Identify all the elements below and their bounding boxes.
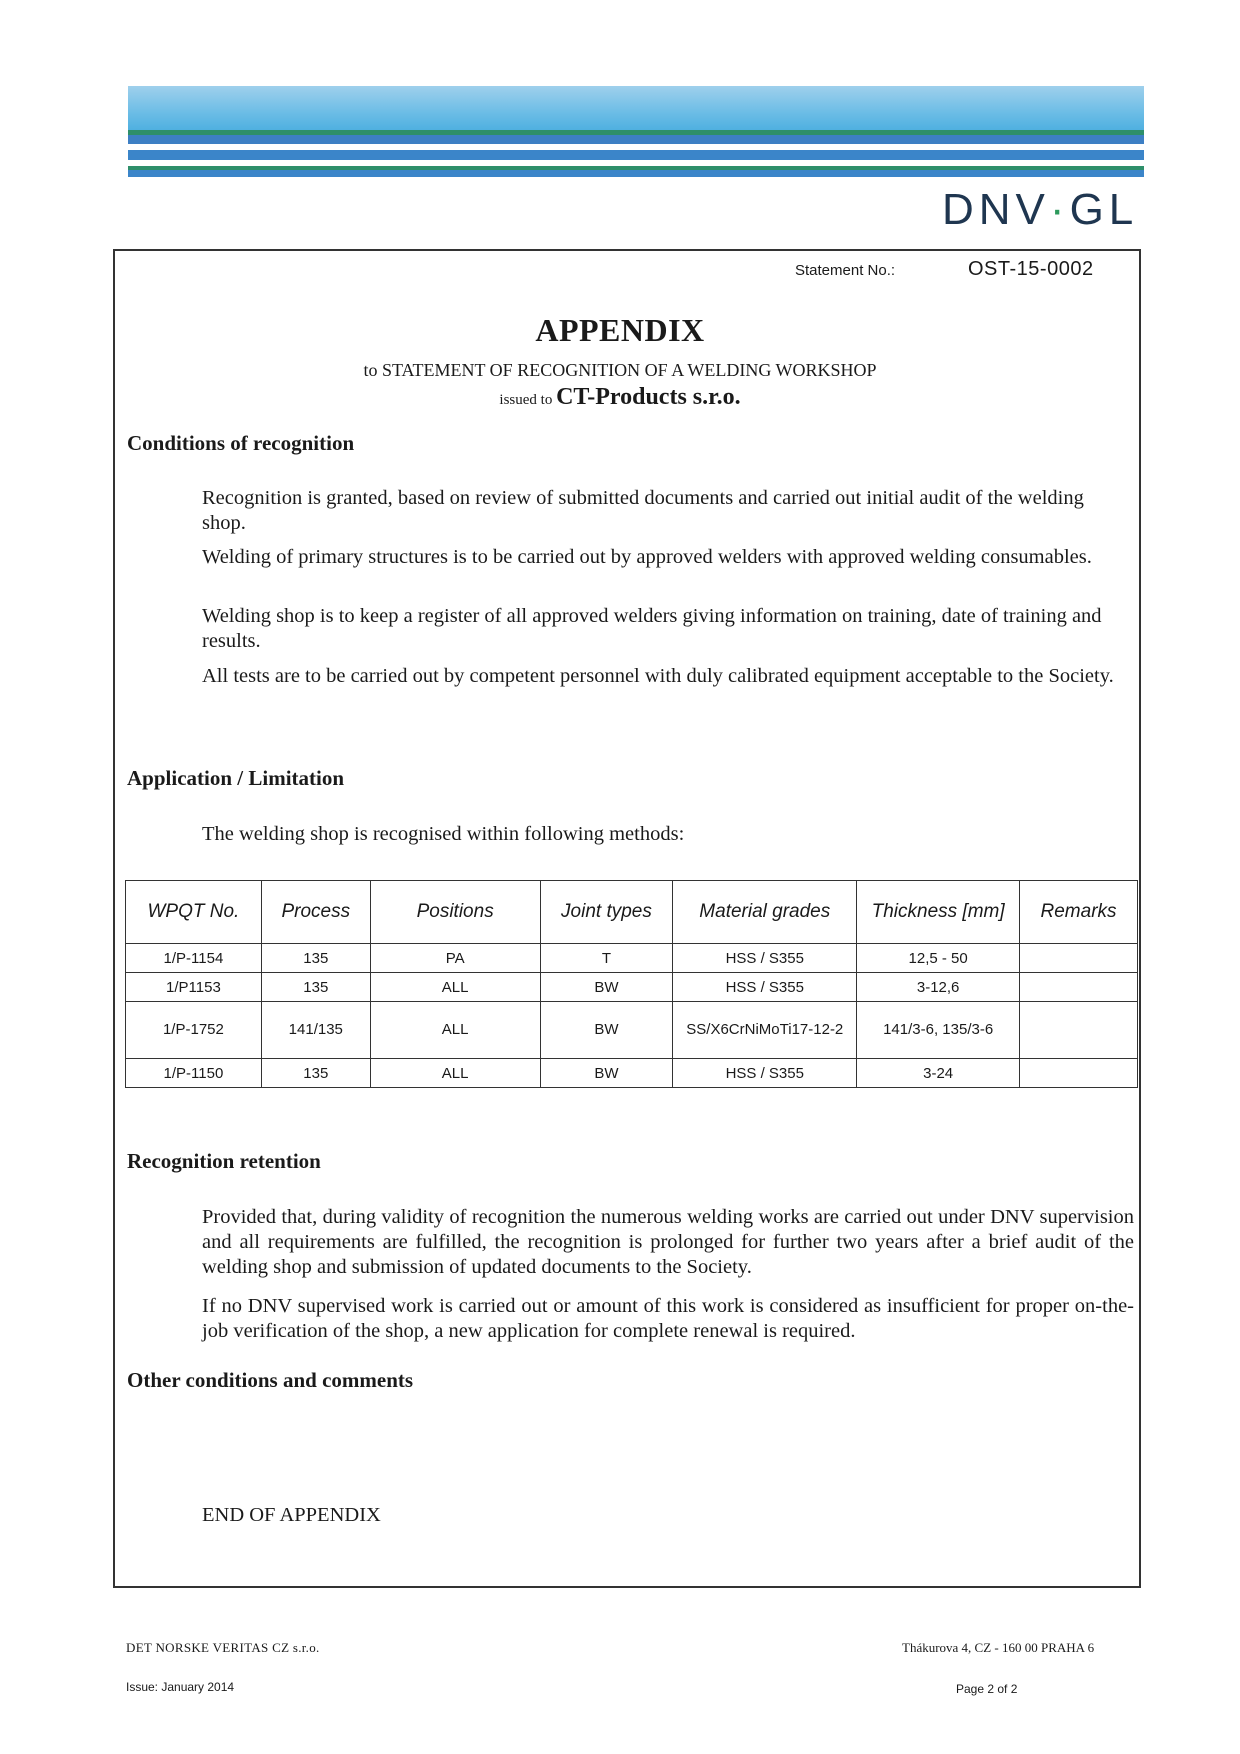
wpqt-table xyxy=(125,880,1138,1088)
col-header-thickness: Thickness [mm] xyxy=(857,881,1020,944)
table-row xyxy=(126,1059,1138,1088)
dnv-gl-logo xyxy=(942,184,1148,236)
table-cell: PA xyxy=(370,944,540,973)
statement-number-label: Statement No.: xyxy=(795,262,896,279)
statement-number-value: OST-15-0002 xyxy=(968,258,1094,280)
table-cell: BW xyxy=(540,973,673,1002)
page-subtitle: to STATEMENT OF RECOGNITION OF A WELDING WORKSHOP xyxy=(363,360,877,380)
banner-stripe xyxy=(128,135,1144,144)
col-header-wpqt: WPQT No. xyxy=(126,881,262,944)
table-cell: 1/P1153 xyxy=(126,973,262,1002)
retention-heading: Recognition retention xyxy=(127,1149,321,1173)
table-cell: T xyxy=(540,944,673,973)
application-intro: The welding shop is recognised within following methods: xyxy=(202,823,685,845)
col-header-joint-types: Joint types xyxy=(540,881,673,944)
banner-stripe xyxy=(128,150,1144,160)
application-heading: Application / Limitation xyxy=(127,766,345,790)
table-cell: BW xyxy=(540,1002,673,1059)
conditions-paragraph: Recognition is granted, based on review of submitted documents and carried out initial audit of the welding shop. xyxy=(202,487,1084,534)
table-cell: 135 xyxy=(261,944,370,973)
conditions-heading: Conditions of recognition xyxy=(127,431,355,455)
logo-text-gl: GL xyxy=(1069,185,1139,234)
table-cell: 1/P-1150 xyxy=(126,1059,262,1088)
footer-company: DET NORSKE VERITAS CZ s.r.o. xyxy=(126,1640,320,1655)
table-cell: 141/135 xyxy=(261,1002,370,1059)
issued-to-line xyxy=(0,384,1240,411)
table-cell: 1/P-1154 xyxy=(126,944,262,973)
table-cell: ALL xyxy=(370,1002,540,1059)
col-header-positions: Positions xyxy=(370,881,540,944)
header-banner xyxy=(128,86,1144,182)
table-cell: HSS / S355 xyxy=(673,944,857,973)
conditions-paragraph: All tests are to be carried out by competent personnel with duly calibrated equipment acceptable to the Society. xyxy=(202,665,1114,687)
table-cell: 12,5 - 50 xyxy=(857,944,1020,973)
conditions-paragraph: Welding of primary structures is to be carried out by approved welders with approved welding consumables. xyxy=(202,546,1092,568)
other-conditions-heading: Other conditions and comments xyxy=(127,1368,414,1392)
table-cell xyxy=(1020,1059,1138,1088)
footer-page-number: Page 2 of 2 xyxy=(956,1682,1018,1696)
table-cell xyxy=(1020,944,1138,973)
page-title: APPENDIX xyxy=(535,312,705,348)
table-cell: 3-12,6 xyxy=(857,973,1020,1002)
footer-issue-date: Issue: January 2014 xyxy=(126,1680,235,1694)
table-row xyxy=(126,944,1138,973)
table-cell: ALL xyxy=(370,973,540,1002)
table-cell xyxy=(1020,973,1138,1002)
table-cell: SS/X6CrNiMoTi17-12-2 xyxy=(673,1002,857,1059)
end-of-appendix: END OF APPENDIX xyxy=(202,1504,381,1526)
table-cell: HSS / S355 xyxy=(673,1059,857,1088)
company-name: CT-Products s.r.o. xyxy=(556,384,741,410)
table-cell: 3-24 xyxy=(857,1059,1020,1088)
table-cell: 135 xyxy=(261,1059,370,1088)
banner-sky-band xyxy=(128,86,1144,130)
table-cell: 135 xyxy=(261,973,370,1002)
table-cell: HSS / S355 xyxy=(673,973,857,1002)
logo-text-dnv: DNV xyxy=(942,185,1050,234)
table-cell: ALL xyxy=(370,1059,540,1088)
table-row xyxy=(126,973,1138,1002)
conditions-paragraph: Welding shop is to keep a register of all approved welders giving information on training, date of training and results. xyxy=(202,605,1102,652)
table-cell: 141/3-6, 135/3-6 xyxy=(857,1002,1020,1059)
table-cell: 1/P-1752 xyxy=(126,1002,262,1059)
logo-dot: · xyxy=(1049,185,1070,234)
table-header-row xyxy=(126,881,1138,944)
retention-paragraph: Provided that, during validity of recognition the numerous welding works are carried out under DNV supervision and all requirements are fulfilled, the recognition is prolonged for further two years after a brief audit of the welding shop and submission of updated documents to the Society. xyxy=(202,1206,1134,1278)
footer-address: Thákurova 4, CZ - 160 00 PRAHA 6 xyxy=(902,1640,1095,1655)
table-cell xyxy=(1020,1002,1138,1059)
col-header-process: Process xyxy=(261,881,370,944)
col-header-material-grades: Material grades xyxy=(673,881,857,944)
table-row xyxy=(126,1002,1138,1059)
issued-to-prefix: issued to xyxy=(499,392,553,408)
table-cell: BW xyxy=(540,1059,673,1088)
banner-stripe xyxy=(128,170,1144,177)
col-header-remarks: Remarks xyxy=(1020,881,1138,944)
retention-paragraph: If no DNV supervised work is carried out or amount of this work is considered as insufficient for proper on-the-job verification of the shop, a new application for complete renewal is required. xyxy=(202,1295,1134,1342)
